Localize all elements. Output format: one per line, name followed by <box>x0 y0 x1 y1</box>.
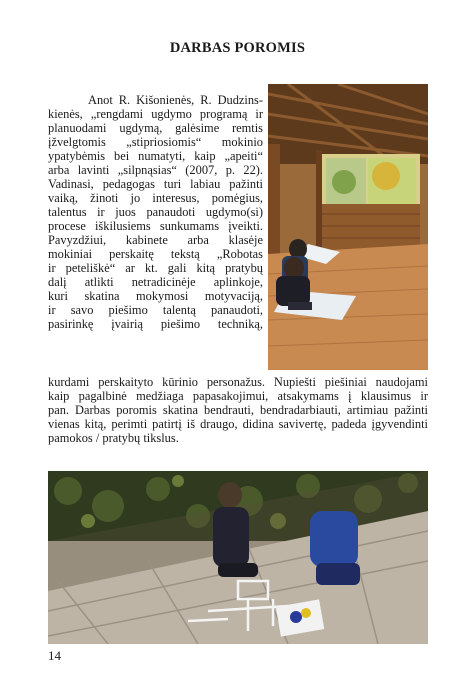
text-line: ypatybėmis bei numatyti, kaip „apeiti“ <box>48 149 263 163</box>
text-line: kienės, „rengdami ugdymo programą ir <box>48 107 263 121</box>
text-line: vaiką, žinoti jo interesus, pomėgius, <box>48 191 263 205</box>
text-line: pasirinkę įvairią piešimo techniką, <box>48 317 263 331</box>
photo-children-drawing-in-gazebo <box>268 84 428 370</box>
page-title: DARBAS POROMIS <box>169 40 306 56</box>
text-line: Vadinasi, pedagogas turi labiau pažinti <box>48 177 263 191</box>
text-line: kuri skatina mokymosi motyvaciją, <box>48 289 263 303</box>
text-line: talentus ir juos panaudoti ugdymo(si) <box>48 205 263 219</box>
page-number: 14 <box>48 648 61 663</box>
text-line: Anot R. Kišonienės, R. Dudzins- <box>88 93 263 107</box>
text-line: mokiniai perskaitę tekstą „Robotas <box>48 247 263 261</box>
text-line: procese iškilusiems sunkumams įveikti. <box>48 219 263 233</box>
text-line: kaip pagalbinė medžiaga papasakojimui, atsakymams į klausimus ir <box>48 389 428 403</box>
text-line: planuodami ugdymą, galėsime remtis <box>48 121 263 135</box>
text-line: pamokos / pratybų tikslus. <box>48 431 179 445</box>
text-line: dalį atlikti netradicinėje aplinkoje, <box>48 275 263 289</box>
text-line: pan. Darbas poromis skatina bendrauti, bendradarbiauti, artimiau pažinti <box>48 403 428 417</box>
text-line: kurdami perskaityto kūrinio personažus. Nupiešti piešiniai naudojami <box>48 375 428 389</box>
text-line: įžvelgtomis „stipriosiomis“ mokinio <box>48 135 263 149</box>
text-line: ir savo piešimo talentą panaudoti, <box>48 303 263 317</box>
text-line: arba lavinti „silpnąsias“ (2007, p. 22). <box>48 163 263 177</box>
text-line: vienas kitą, perimti patirtį iš draugo, didina savivertę, padeda įgyvendinti <box>48 417 428 431</box>
photo-children-drawing-on-pavement <box>48 471 428 644</box>
text-line: Pavyzdžiui, kabinete arba klasėje <box>48 233 263 247</box>
text-line: ir peteliškė“ ar kt. gali kitą pratybų <box>48 261 263 275</box>
